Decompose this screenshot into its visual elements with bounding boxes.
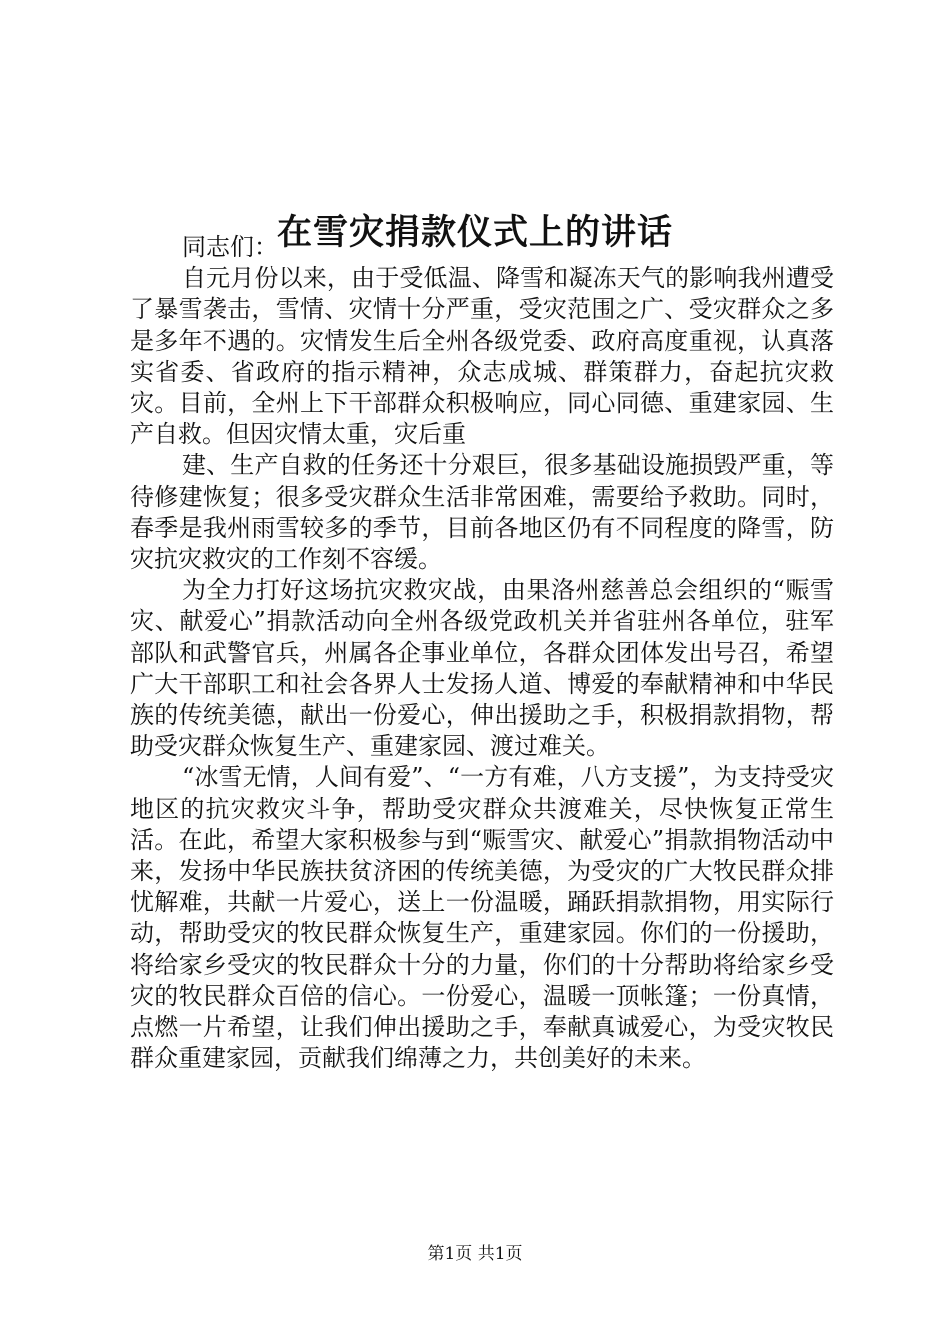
paragraph-2: 建、生产自救的任务还十分艰巨，很多基础设施损毁严重，等待修建恢复；很多受灾群众生活非常困难，需要给予救助。同时，春季是我州雨雪较多的季节，目前各地区仍有不同程度的降雪，防灾抗灾救灾的工作刻不容缓。 bbox=[130, 451, 834, 574]
salutation: 同志们： bbox=[182, 233, 278, 261]
paragraph-3: 为全力打好这场抗灾救灾战，由果洛州慈善总会组织的“赈雪灾、献爱心”捐款活动向全州各级党政机关并省驻州各单位，驻军部队和武警官兵，州属各企事业单位，各群众团体发出号召，希望广大干部职工和社会各界人士发扬人道、博爱的奉献精神和中华民族的传统美德，献出一份爱心，伸出援助之手，积极捐款捐物，帮助受灾群众恢复生产、重建家园、渡过难关。 bbox=[130, 576, 834, 761]
paragraph-4: “冰雪无情，人间有爱”、“一方有难，八方支援”，为支持受灾地区的抗灾救灾斗争，帮助受灾群众共渡难关，尽快恢复正常生活。在此，希望大家积极参与到“赈雪灾、献爱心”捐款捐物活动中来，发扬中华民族扶贫济困的传统美德，为受灾的广大牧民群众排忧解难，共献一片爱心，送上一份温暖，踊跃捐款捐物，用实际行动，帮助受灾的牧民群众恢复生产，重建家园。你们的一份援助，将给家乡受灾的牧民群众十分的力量，你们的十分帮助将给家乡受灾的牧民群众百倍的信心。一份爱心，温暖一顶帐篷；一份真情，点燃一片希望，让我们伸出援助之手，奉献真诚爱心，为受灾牧民群众重建家园，贡献我们绵薄之力，共创美好的未来。 bbox=[130, 763, 834, 1073]
paragraph-1: 自元月份以来，由于受低温、降雪和凝冻天气的影响我州遭受了暴雪袭击，雪情、灾情十分严重，受灾范围之广、受灾群众之多是多年不遇的。灾情发生后全州各级党委、政府高度重视，认真落实省委、省政府的指示精神，众志成城、群策群力，奋起抗灾救灾。目前，全州上下干部群众积极响应，同心同德、重建家园、生产自救。但因灾情太重，灾后重 bbox=[130, 264, 834, 449]
document-body bbox=[130, 232, 834, 1074]
page-footer: 第1页 共1页 bbox=[427, 1244, 523, 1264]
document-title: 在雪灾捐款仪式上的讲话 bbox=[276, 212, 673, 254]
